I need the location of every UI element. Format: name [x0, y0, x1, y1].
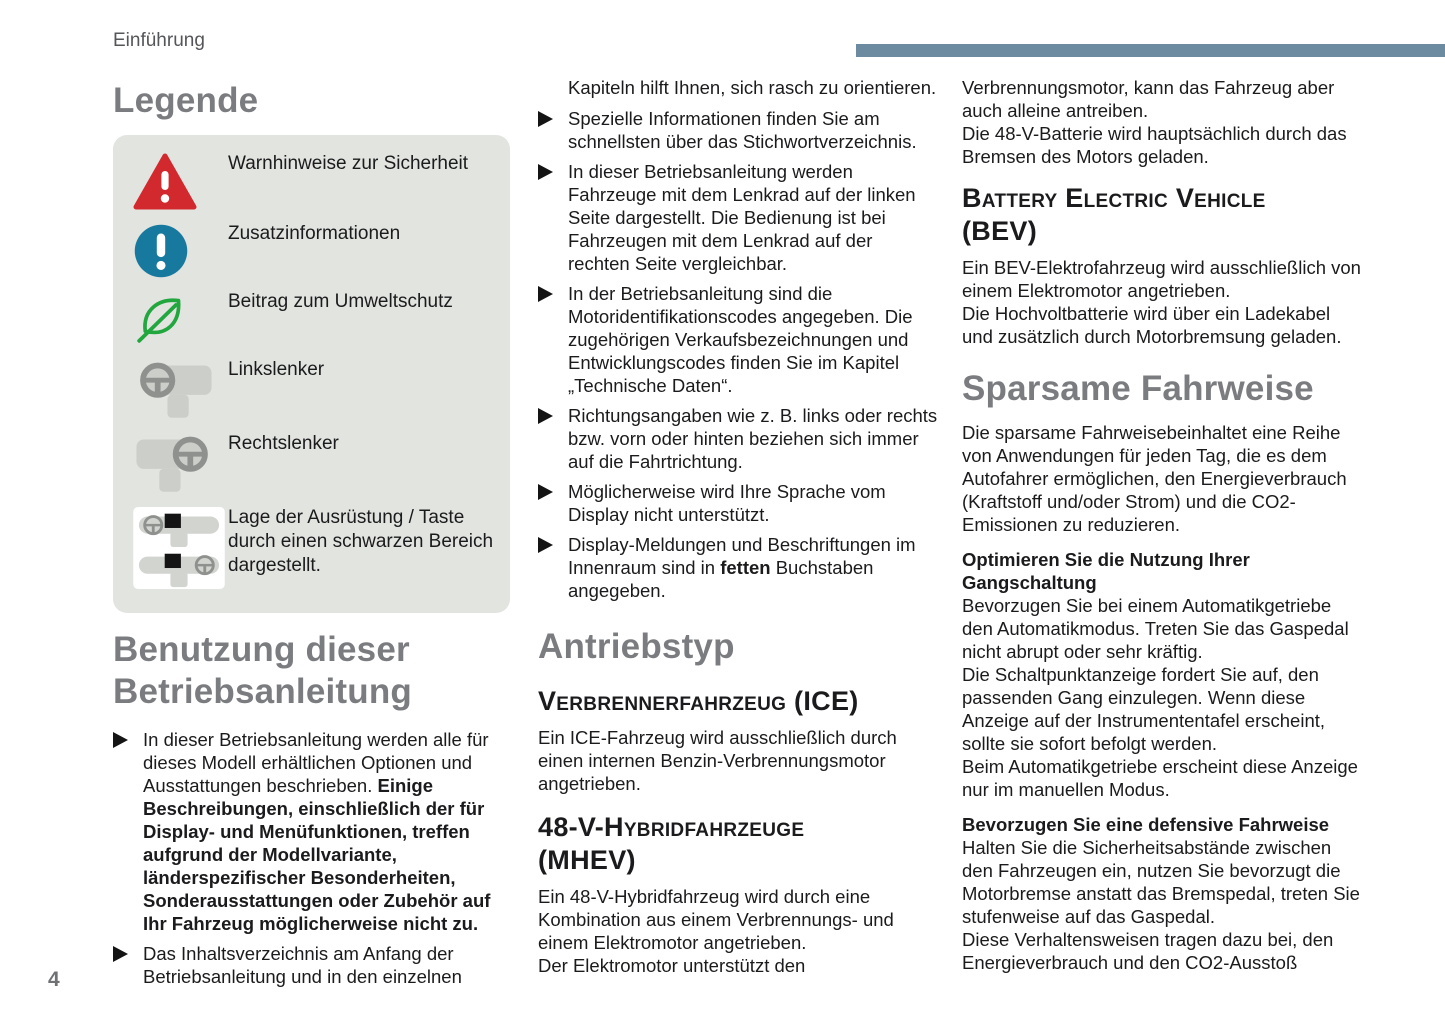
info-circle-icon — [133, 223, 228, 279]
bullet-text — [568, 108, 917, 152]
paragraph-line: Bevorzugen Sie bei einem Automatikgetriebe den Automatikmodus. Treten Sie das Gaspedal nicht abrupt oder sehr kräftig. — [962, 594, 1349, 662]
legend-item — [133, 433, 494, 495]
eco-section-title: Sparsame Fahrweise — [962, 368, 1314, 408]
left-hand-drive-icon — [133, 359, 228, 421]
bullet-text-segment: Display-Meldungen und Beschriftungen im Innenraum sind in — [568, 534, 916, 578]
eco-subsection — [962, 548, 1362, 801]
bullet-item — [538, 480, 938, 526]
paragraph-line: Beim Automatikgetriebe erscheint diese Anzeige nur im manuellen Modus. — [962, 755, 1358, 800]
right-hand-drive-icon — [133, 433, 228, 495]
bullet-item — [538, 282, 938, 397]
bullet-triangle-icon — [538, 286, 553, 302]
eco-subsection-heading: Optimieren Sie die Nutzung Ihrer Gangschaltung — [962, 548, 1250, 593]
bullet-triangle-icon — [538, 484, 553, 500]
eco-subsection-heading: Bevorzugen Sie eine defensive Fahrweise — [962, 813, 1330, 835]
bullet-text-segment: Richtungsangaben wie z. B. links oder rechts bzw. vorn oder hinten beziehen sich immer auf die Fahrtrichtung. — [568, 405, 938, 472]
legend-item-label: Rechtslenker — [228, 432, 339, 454]
bullet-text — [568, 161, 916, 274]
paragraph-line: Ein ICE-Fahrzeug wird ausschließlich durch einen internen Benzin-Verbrennungsmotor angetrieben. — [538, 726, 897, 794]
bullet-text-segment: In der Betriebsanleitung sind die Motoridentifikationscodes angegeben. Die zugehörigen Verkaufsbezeichnungen und Entwicklungscodes finden Sie im Kapitel „Technische Daten“. — [568, 283, 913, 396]
bullet-triangle-icon — [538, 408, 553, 424]
bullet-item — [538, 107, 938, 153]
legend-item — [133, 153, 494, 211]
paragraph-line: Ein BEV-Elektrofahrzeug wird ausschließlich von einem Elektromotor angetrieben. — [962, 256, 1361, 301]
legend-item-label: Zusatzinformationen — [228, 222, 401, 244]
eco-subsection-paragraph — [962, 836, 1362, 974]
bullet-item — [538, 404, 938, 473]
paragraph-line: Der Elektromotor unterstützt den — [538, 954, 806, 976]
legend-item-list — [133, 153, 494, 589]
legend-title: Legende — [113, 81, 259, 120]
middle-bullet-list — [538, 107, 938, 602]
bullet-text — [568, 405, 937, 472]
bullet-text-segment: In dieser Betriebsanleitung werden Fahrzeuge mit dem Lenkrad auf der linken Seite dargestellt. Die Bedienung ist bei Fahrzeugen mit dem Lenkrad auf der rechten Seite vergleichbar. — [568, 161, 916, 274]
legend-item — [133, 507, 494, 589]
section-breadcrumb: Einführung — [113, 30, 205, 51]
usage-bullet-list — [113, 728, 510, 988]
legend-item-label: Linkslenker — [228, 358, 325, 380]
bev-paragraph — [962, 256, 1362, 348]
mhev-continuation-paragraph — [962, 76, 1362, 168]
drivetrain-section-heading: 48-V-Hybridfahrzeuge (MHEV) — [538, 811, 805, 875]
legend-item-label: Beitrag zum Umweltschutz — [228, 290, 453, 312]
bullet-triangle-icon — [538, 111, 553, 127]
drivetrain-section — [538, 811, 938, 977]
bullet-continuation-text: Kapiteln hilft Ihnen, sich rasch zu orientieren. — [568, 77, 937, 98]
bullet-text-segment: Das Inhaltsverzeichnis am Anfang der Betriebsanleitung und in den einzelnen — [143, 943, 462, 988]
paragraph-line: Halten Sie die Sicherheitsabstände zwischen den Fahrzeugen ein, nutzen Sie bevorzugt die Motorbremse anstatt das Bremspedal, treten Sie stufenweise auf das Gaspedal. — [962, 836, 1360, 927]
drivetrain-section-heading: Verbrennerfahrzeug (ICE) — [538, 685, 859, 716]
paragraph-line: Diese Verhaltensweisen tragen dazu bei, den Energieverbrauch und den CO2-Ausstoß — [962, 928, 1334, 973]
bullet-text-segment: Spezielle Informationen finden Sie am schnellsten über das Stichwortverzeichnis. — [568, 108, 917, 152]
paragraph-line: Die Hochvoltbatterie wird über ein Ladekabel und zusätzlich durch Motorbremsung geladen. — [962, 302, 1342, 347]
bullet-item — [113, 942, 510, 988]
drivetrain-section-paragraph — [538, 885, 938, 977]
bullet-text-bold: Einige Beschreibungen, einschließlich der für Display- und Menüfunktionen, treffen aufgrund der Modellvariante, länderspezifischer Besonderheiten, Sonderausstattungen oder Zubehör auf Ihr Fahrzeug möglicherweise nicht zu. — [143, 775, 491, 935]
legend-item — [133, 359, 494, 421]
bullet-item — [538, 160, 938, 275]
bullet-text — [143, 943, 462, 987]
bullet-triangle-icon — [113, 946, 128, 962]
bullet-text — [568, 481, 886, 525]
header-accent-bar — [856, 44, 1445, 57]
bullet-text — [568, 283, 913, 396]
eco-subsection — [962, 813, 1362, 974]
paragraph-line: Ein 48-V-Hybridfahrzeug wird durch eine Kombination aus einem Verbrennungs- und einem Elektromotor angetrieben. — [538, 885, 894, 953]
drivetrain-section-list — [538, 685, 938, 977]
eco-subsection-paragraph — [962, 594, 1362, 801]
bullet-text-bold: fetten — [720, 557, 771, 578]
drivetrain-section-title: Antriebstyp — [538, 627, 735, 666]
leaf-icon — [133, 291, 228, 347]
bullet-text-segment: In dieser Betriebsanleitung werden alle für dieses Modell erhältlichen Optionen und Ausstattungen beschrieben. — [143, 729, 489, 797]
bullet-triangle-icon — [113, 732, 128, 748]
legend-item-label: Lage der Ausrüstung / Taste durch einen schwarzen Bereich dargestellt. — [228, 506, 494, 576]
paragraph-line: Die 48-V-Batterie wird hauptsächlich durch das Bremsen des Motors geladen. — [962, 123, 1347, 167]
bullet-item — [113, 728, 510, 935]
eco-intro-paragraph: Die sparsame Fahrweisebeinhaltet eine Reihe von Anwendungen für jeden Tag, die es dem Autofahrer ermöglichen, den Energieverbrauch (Kraftstoff und/oder Strom) und die CO2-Emissionen zu reduzieren. — [962, 421, 1347, 535]
bullet-triangle-icon — [538, 537, 553, 553]
paragraph-line: Die Schaltpunktanzeige fordert Sie auf, den passenden Gang einzulegen. Wenn diese Anzeige auf der Instrumententafel erscheint, sollte sie sofort befolgt werden. — [962, 663, 1326, 754]
bullet-triangle-icon — [538, 164, 553, 180]
bullet-item — [538, 533, 938, 602]
column-middle — [538, 76, 938, 977]
legend-item — [133, 223, 494, 279]
bullet-text — [568, 534, 916, 601]
eco-subsection-list — [962, 548, 1362, 974]
page-number: 4 — [48, 968, 60, 991]
equipment-location-icon — [133, 507, 228, 589]
paragraph-line: Verbrennungsmotor, kann das Fahrzeug aber auch alleine antreiben. — [962, 77, 1335, 121]
warning-triangle-icon — [133, 153, 228, 211]
usage-section-title: Benutzung dieser Betriebsanleitung — [113, 629, 413, 712]
bev-heading: Battery Electric Vehicle (BEV) — [962, 183, 1266, 246]
legend-panel — [113, 135, 510, 613]
bullet-text-segment: Möglicherweise wird Ihre Sprache vom Display nicht unterstützt. — [568, 481, 886, 525]
bullet-text-segment: Buchstaben angegeben. — [568, 557, 874, 601]
column-right — [962, 76, 1362, 974]
drivetrain-section-paragraph — [538, 726, 938, 795]
drivetrain-section — [538, 685, 938, 795]
legend-item — [133, 291, 494, 347]
legend-item-label: Warnhinweise zur Sicherheit — [228, 152, 469, 174]
column-left — [113, 80, 510, 995]
bullet-text — [143, 729, 490, 934]
